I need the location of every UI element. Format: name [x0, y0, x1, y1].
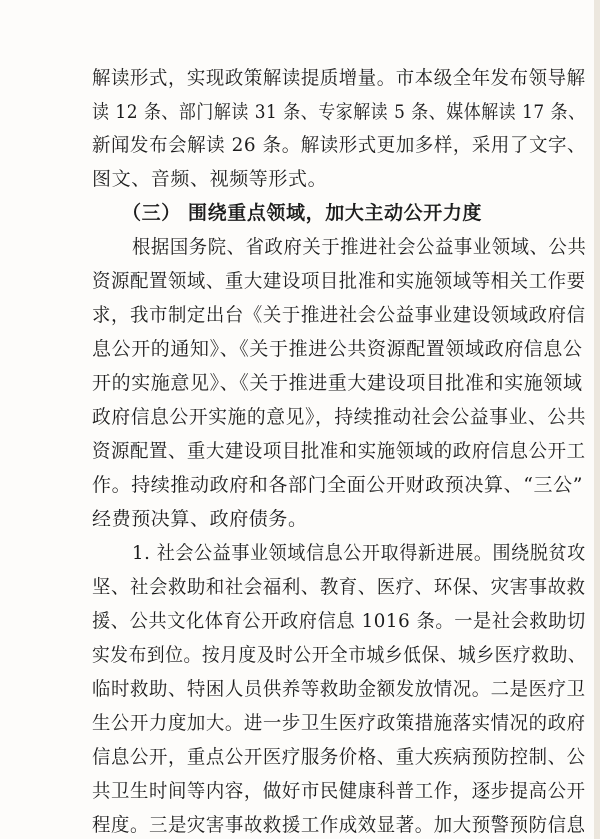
body-text-line: 援、公共文化体育公开政府信息 1016 条。一是社会救助切 — [92, 610, 586, 632]
body-text-line: 新闻发布会解读 26 条。解读形式更加多样，采用了文字、 — [92, 134, 587, 156]
body-text-line: 根据国务院、省政府关于推进社会公益事业领域、公共 — [132, 236, 587, 258]
body-text-line: 资源配置、重大建设项目批准和实施领域的政府信息公开工 — [92, 440, 586, 462]
body-text-line: 资源配置领域、重大建设项目批准和实施领域等相关工作要 — [92, 270, 586, 292]
body-text-line: 求，我市制定出台《关于推进社会公益事业建设领域政府信 — [92, 304, 586, 326]
body-text-line: 读 12 条、部门解读 31 条、专家解读 5 条、媒体解读 17 条、 — [92, 101, 586, 123]
body-text-line: 解读形式，实现政策解读提质增量。市本级全年发布领导解 — [92, 67, 586, 89]
body-text-line: 共卫生时间等内容，做好市民健康科普工作，逐步提高公开 — [92, 780, 586, 802]
section-heading: （三） 围绕重点领域，加大主动公开力度 — [122, 202, 483, 224]
body-text-line: 息公开的通知》、《关于推进公共资源配置领域政府信息公 — [92, 338, 583, 360]
body-text-line: 政府信息公开实施的意见》，持续推动社会公益事业、公共 — [92, 406, 587, 428]
scan-edge — [594, 0, 600, 839]
body-text-line: 图文、音频、视频等形式。 — [92, 168, 328, 190]
numbered-paragraph-start: 1. 社会公益事业领域信息公开取得新进展。围绕脱贫攻 — [132, 542, 586, 564]
body-text-line: 信息公开，重点公开医疗服务价格、重大疾病预防控制、公 — [92, 746, 586, 768]
body-text-line: 经费预决算、政府债务。 — [92, 508, 308, 530]
body-text-line: 实发布到位。按月度及时公开全市城乡低保、城乡医疗救助、 — [92, 644, 587, 666]
body-text-line: 作。持续推动政府和各部门全面公开财政预决算、“三公” — [92, 474, 584, 496]
body-text-line: 开的实施意见》、《关于推进重大建设项目批准和实施领域 — [92, 372, 583, 394]
body-text-line: 程度。三是灾害事故救援工作成效显著。加大预警预防信息 — [92, 814, 586, 836]
body-text-line: 生公开力度加大。进一步卫生医疗政策措施落实情况的政府 — [92, 712, 586, 734]
body-text-line: 临时救助、特困人员供养等救助金额发放情况。二是医疗卫 — [92, 678, 586, 700]
body-text-line: 坚、社会救助和社会福利、教育、医疗、环保、灾害事故救 — [92, 576, 586, 598]
